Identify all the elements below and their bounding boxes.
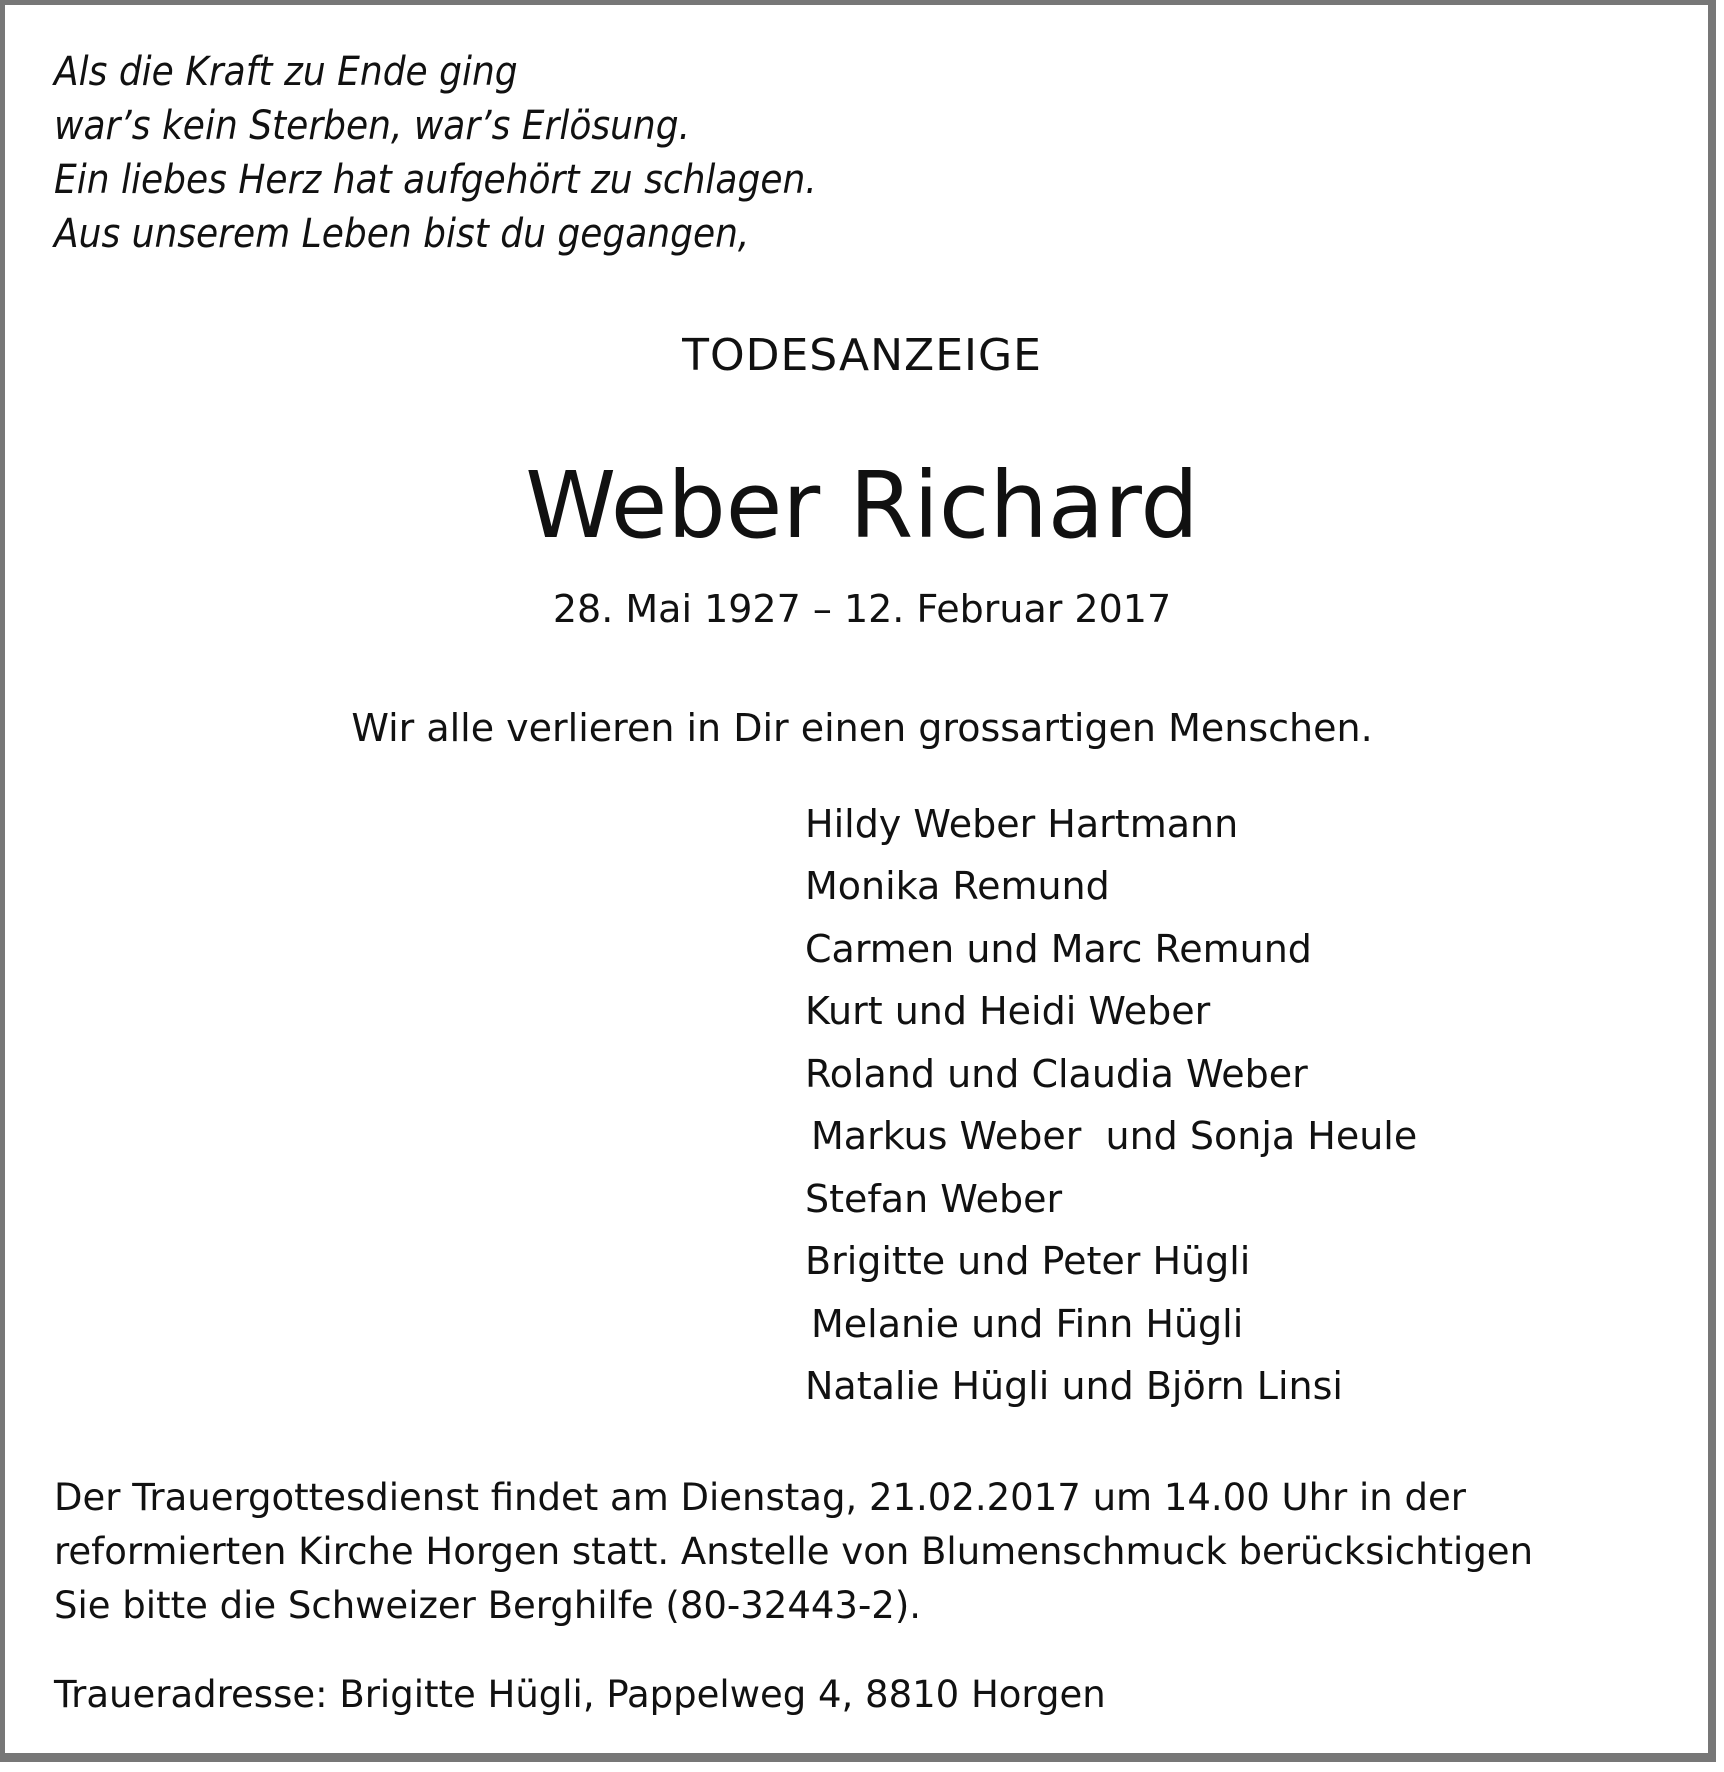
mourner: Hildy Weber Hartmann: [805, 802, 1239, 846]
mourning-address: Traueradresse: Brigitte Hügli, Pappelweg 4, 8810 Horgen: [54, 1673, 1106, 1716]
tribute-text: Wir alle verlieren in Dir einen grossartigen Menschen.: [351, 706, 1373, 750]
mourner: Stefan Weber: [805, 1177, 1063, 1221]
mourner: Brigitte und Peter Hügli: [805, 1239, 1251, 1283]
mourner: Carmen und Marc Remund: [805, 927, 1312, 971]
poem-line: Aus unserem Leben bist du gegangen,: [54, 211, 750, 257]
notice-heading: TODESANZEIGE: [682, 330, 1042, 381]
mourner: Monika Remund: [805, 864, 1110, 908]
poem-line: war’s kein Sterben, war’s Erlösung.: [54, 103, 691, 149]
poem-line: Als die Kraft zu Ende ging: [54, 49, 518, 95]
deceased-name: Weber Richard: [525, 452, 1199, 559]
mourner: Markus Weber und Sonja Heule: [811, 1114, 1418, 1158]
service-line: reformierten Kirche Horgen statt. Anstelle von Blumenschmuck berücksichtigen: [54, 1530, 1534, 1573]
service-line: Der Trauergottesdienst findet am Dienstag, 21.02.2017 um 14.00 Uhr in der: [54, 1476, 1466, 1519]
service-line: Sie bitte die Schweizer Berghilfe (80-32443-2).: [54, 1584, 922, 1627]
mourner: Kurt und Heidi Weber: [805, 989, 1211, 1033]
poem-line: Ein liebes Herz hat aufgehört zu schlagen.: [54, 157, 817, 203]
mourner: Melanie und Finn Hügli: [811, 1302, 1244, 1346]
life-dates: 28. Mai 1927 – 12. Februar 2017: [552, 587, 1172, 631]
mourner: Natalie Hügli und Björn Linsi: [805, 1364, 1343, 1408]
mourner: Roland und Claudia Weber: [805, 1052, 1308, 1096]
